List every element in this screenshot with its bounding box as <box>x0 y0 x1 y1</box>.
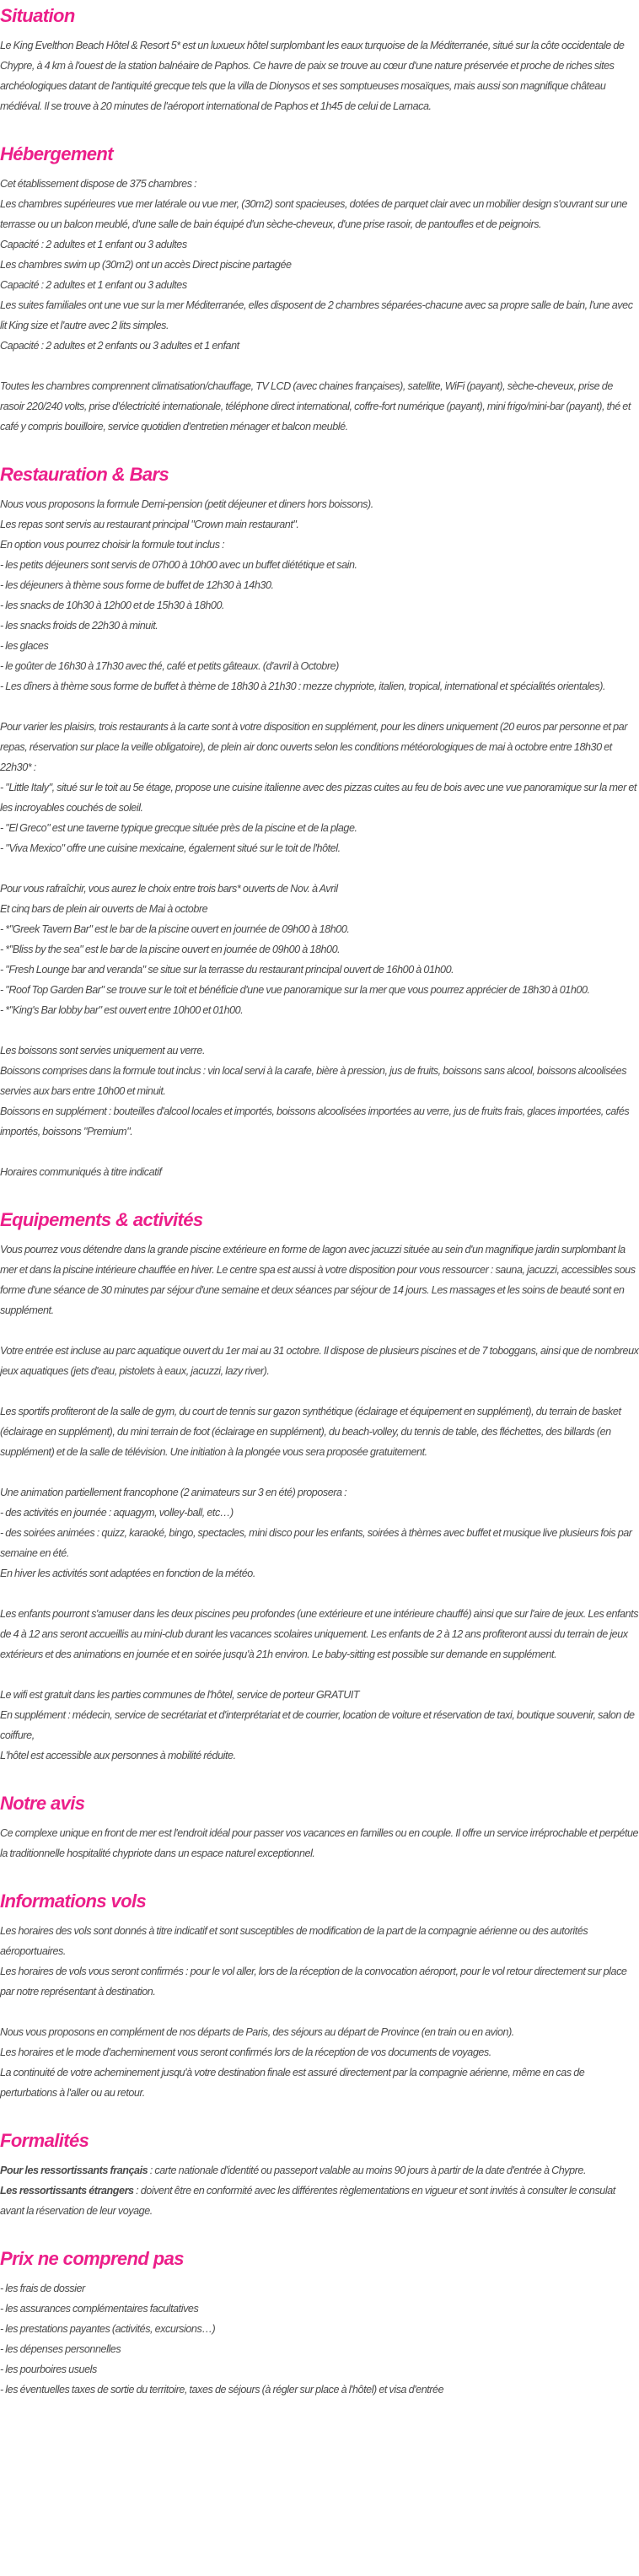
animation-line: - des activités en journée : aquagym, volley-ball, etc…) <box>0 1507 234 1519</box>
formula-line: - les petits déjeuners sont servis de 07h00 à 10h00 avec un buffet diététique et sain. <box>0 559 357 571</box>
formula-line: - les snacks froids de 22h30 à minuit. <box>0 620 158 632</box>
room-equipment-text: Toutes les chambres comprennent climatisation/chauffage, TV LCD (avec chaines françaises), satellite, WiFi (payant), sèche-cheveux, prise de rasoir 220/240 volts, prise d'électricité internationale, téléphone direct international, coffre-fort numérique (payant), mini frigo/mini-bar (payant), thé et café y compris bouilloire, service quotidien d'entretien ménager et balcon meublé. <box>0 380 631 433</box>
section-situation <box>0 3 639 116</box>
exclusion-item: - les pourboires usuels <box>0 2364 97 2375</box>
formalite-label: Pour les ressortissants français <box>0 2165 148 2176</box>
section-title-situation: Situation <box>0 5 75 26</box>
formula-line: - les déjeuners à thème sous forme de buffet de 12h30 à 14h30. <box>0 579 274 591</box>
restaurant-line: - "Little Italy", situé sur le toit au 5e étage, propose une cuisine italienne avec des pizzas cuites au feu de bois avec une vue panoramique sur la mer et les incroyables couchés de soleil. <box>0 782 636 814</box>
hebergement-line: Les chambres supérieures vue mer latérale ou vue mer, (30m2) sont spacieuses, dotées de parquet clair avec un mobilier design s'ouvrant sur une terrasse ou un balcon meublé, d'une salle de bain équipé d'un sèche-cheveux, d'une prise rasoir, de pantoufles et de peignoirs. <box>0 198 627 230</box>
exclusion-item: - les éventuelles taxes de sortie du territoire, taxes de séjours (à régler sur place à l'hôtel) et visa d'entrée <box>0 2384 444 2396</box>
services-line: En supplément : médecin, service de secrétariat et d'interprétariat et de courrier, location de voiture et réservation de taxi, boutique souvenir, salon de coiffure, <box>0 1709 635 1741</box>
bar-line: - *"Greek Tavern Bar" est le bar de la piscine ouvert en journée de 09h00 à 18h00. <box>0 923 350 935</box>
section-title-hebergement: Hébergement <box>0 143 113 164</box>
paragraph-gap <box>0 2002 639 2022</box>
exclusion-item: - les assurances complémentaires facultatives <box>0 2303 199 2315</box>
bar-line: Pour vous rafraîchir, vous aurez le choix entre trois bars* ouverts de Nov. à Avril <box>0 883 338 895</box>
formula-line: En option vous pourrez choisir la formule tout inclus : <box>0 539 225 551</box>
exclusion-item: - les prestations payantes (activités, excursions…) <box>0 2323 216 2335</box>
section-title-formalites: Formalités <box>0 2130 89 2151</box>
schedule-note: Horaires communiqués à titre indicatif <box>0 1166 162 1178</box>
section-title-vols: Informations vols <box>0 1890 147 1912</box>
avis-text: Ce complexe unique en front de mer est l'endroit idéal pour passer vos vacances en familles ou en couple. Il offre un service irréprochable et perpétue la traditionnelle hospitalité chypriote dans un espace naturel exceptionnel. <box>0 1827 639 1859</box>
sports-text: Les sportifs profiteront de la salle de gym, du court de tennis sur gazon synthétique (éclairage et équipement en supplément), du terrain de basket (éclairage en supplément), du mini terrain de foot (éclairage en supplément), du beach-volley, du tennis de table, des fléchettes, des billards (en supplément) et de la salle de télévision. Une initiation à la plongée vous sera proposée gratuitement. <box>0 1406 621 1458</box>
hebergement-line: Cet établissement dispose de 375 chambres : <box>0 178 197 190</box>
section-hebergement <box>0 142 639 437</box>
services-line: Le wifi est gratuit dans les parties communes de l'hôtel, service de porteur GRATUIT <box>0 1689 360 1701</box>
bar-line: - "Roof Top Garden Bar" se trouve sur le toit et bénéficie d'une vue panoramique sur la mer que vous pourrez apprécier de 18h30 à 01h00. <box>0 984 590 996</box>
formalite-text: : doivent être en conformité avec les différentes règlementations en vigueur et sont invités à consulter le consulat avant la réservation de leur voyage. <box>0 2185 615 2217</box>
paragraph-gap <box>0 858 639 879</box>
formula-line: Nous vous proposons la formule Demi-pension (petit déjeuner et diners hors boissons). <box>0 498 373 510</box>
province-line: La continuité de votre acheminement jusqu'à votre destination finale est assuré directement par la compagnie aérienne, même en cas de perturbations à l'aller ou au retour. <box>0 2067 585 2099</box>
paragraph-gap <box>0 1142 639 1162</box>
bar-line: Et cinq bars de plein air ouverts de Mai à octobre <box>0 903 208 915</box>
formula-line: Les repas sont servis au restaurant principal "Crown main restaurant". <box>0 519 299 530</box>
formalite-text: : carte nationale d'identité ou passeport valable au moins 90 jours à partir de la date d'entrée à Chypre. <box>148 2165 587 2176</box>
exclusion-item: - les frais de dossier <box>0 2283 85 2294</box>
section-avis <box>0 1791 639 1863</box>
hebergement-line: Capacité : 2 adultes et 2 enfants ou 3 adultes et 1 enfant <box>0 340 239 352</box>
section-title-avis: Notre avis <box>0 1793 85 1814</box>
hebergement-line: Les suites familiales ont une vue sur la mer Méditerranée, elles disposent de 2 chambres séparées-chacune avec sa propre salle de bain, l'une avec lit King size et l'autre avec 2 lits simples. <box>0 299 633 331</box>
province-line: Nous vous proposons en complément de nos départs de Paris, des séjours au départ de Province (en train ou en avion). <box>0 2026 514 2038</box>
drinks-line: Les boissons sont servies uniquement au verre. <box>0 1045 206 1057</box>
spa-text: Vous pourrez vous détendre dans la grande piscine extérieure en forme de lagon avec jacuzzi située au sein d'un magnifique jardin surplombant la mer et dans la piscine intérieure chauffée en hiver. Le centre spa est aussi à votre disposition pour vous ressourcer : sauna, jacuzzi, accessibles sous forme d'une séance de 30 minutes par séjour d'une semaine et deux séances par séjour de 14 jours. Les massages et les soins de beauté sont en supplément. <box>0 1244 636 1316</box>
formula-line: - Les dîners à thème sous forme de buffet à thème de 18h30 à 21h30 : mezze chypriote, italien, tropical, international et spécialités orientales). <box>0 680 606 692</box>
formalite-label: Les ressortissants étrangers <box>0 2185 134 2197</box>
province-line: Les horaires et le mode d'acheminement vous seront confirmés lors de la réception de vos documents de voyages. <box>0 2046 491 2058</box>
paragraph-gap <box>0 1462 639 1482</box>
bar-line: - *"Bliss by the sea" est le bar de la piscine ouvert en journée de 09h00 à 18h00. <box>0 944 341 955</box>
paragraph-gap <box>0 1020 639 1041</box>
section-title-exclusions: Prix ne comprend pas <box>0 2248 184 2269</box>
paragraph-gap <box>0 356 639 376</box>
formalite-french <box>0 2160 639 2181</box>
flight-schedule-line: Les horaires de vols vous seront confirmés : pour le vol aller, lors de la réception de la convocation aéroport, pour le vol retour directement sur place par notre représentant à destination. <box>0 1966 627 1998</box>
services-line: L'hôtel est accessible aux personnes à mobilité réduite. <box>0 1750 236 1761</box>
restaurant-line: - "Viva Mexico" offre une cuisine mexicaine, également situé sur le toit de l'hôtel. <box>0 842 341 854</box>
section-formalites <box>0 2128 639 2221</box>
bar-line: - "Fresh Lounge bar and veranda" se situe sur la terrasse du restaurant principal ouvert de 16h00 à 01h00. <box>0 964 454 976</box>
paragraph-gap <box>0 1320 639 1341</box>
kids-text: Les enfants pourront s'amuser dans les deux piscines peu profondes (une extérieure et une intérieure chauffé) ainsi que sur l'aire de jeux. Les enfants de 4 à 12 ans seront accueillis au mini-club durant les vacances scolaires uniquement. Les enfants de 2 à 12 ans profiteront aussi du terrain de jeux extérieurs et des animations en journée et en soirée jusqu'à 21h environ. Le baby-sitting est possible sur demande en supplément. <box>0 1608 639 1660</box>
section-restauration <box>0 462 639 1182</box>
drinks-line: Boissons en supplément : bouteilles d'alcool locales et importés, boissons alcoolisées importées au verre, jus de fruits frais, glaces importées, cafés importés, boissons "Premium". <box>0 1105 630 1137</box>
formula-line: - les snacks de 10h30 à 12h00 et de 15h30 à 18h00. <box>0 600 225 611</box>
exclusion-item: - les dépenses personnelles <box>0 2343 121 2355</box>
hebergement-line: Capacité : 2 adultes et 1 enfant ou 3 adultes <box>0 239 187 250</box>
hebergement-line: Les chambres swim up (30m2) ont un accès Direct piscine partagée <box>0 259 292 271</box>
formula-line: - les glaces <box>0 640 49 652</box>
paragraph-gap <box>0 696 639 717</box>
restaurant-line: - "El Greco" est une taverne typique grecque située près de la piscine et de la plage. <box>0 822 357 834</box>
section-vols <box>0 1889 639 2103</box>
situation-text: Le King Evelthon Beach Hôtel & Resort 5* est un luxueux hôtel surplombant les eaux turquoise de la Méditerranée, situé sur la côte occidentale de Chypre, à 4 km à l'ouest de la station balnéaire de Paphos. Ce havre de paix se trouve au cœur d'une nature préservée et proche de riches sites archéologiques datant de l'antiquité grecque tels que la villa de Dionysos et ses somptueuses mosaïques, mais aussi son magnifique château médiéval. Il se trouve à 20 minutes de l'aéroport international de Paphos et 1h45 de celui de Larnaca. <box>0 40 625 112</box>
section-title-equipements: Equipements & activités <box>0 1209 203 1230</box>
section-title-restauration: Restauration & Bars <box>0 464 169 485</box>
restaurant-line: Pour varier les plaisirs, trois restaurants à la carte sont à votre disposition en supplément, pour les diners uniquement (20 euros par personne et par repas, réservation sur place la veille obligatoire), de plein air donc ouverts selon les conditions météorologiques de mai à octobre entre 18h30 et 22h30* : <box>0 721 627 773</box>
animation-line: - des soirées animées : quizz, karaoké, bingo, spectacles, mini disco pour les enfants, soirées à thèmes avec buffet et musique live plusieurs fois par semaine en été. <box>0 1527 632 1559</box>
paragraph-gap <box>0 1664 639 1685</box>
formalite-foreign <box>0 2181 639 2221</box>
drinks-line: Boissons comprises dans la formule tout inclus : vin local servi à la carafe, bière à pression, jus de fruits, boissons sans alcool, boissons alcoolisées servies aux bars entre 10h00 et minuit. <box>0 1065 627 1097</box>
section-exclusions <box>0 2246 639 2400</box>
bar-line: - *"King's Bar lobby bar" est ouvert entre 10h00 et 01h00. <box>0 1004 244 1016</box>
paragraph-gap <box>0 1584 639 1604</box>
section-equipements <box>0 1207 639 1766</box>
animation-line: En hiver les activités sont adaptées en fonction de la météo. <box>0 1568 255 1579</box>
waterpark-text: Votre entrée est incluse au parc aquatique ouvert du 1er mai au 31 octobre. Il dispose de plusieurs piscines et de 7 toboggans, ainsi que de nombreux jeux aquatiques (jets d'eau, pistolets à eaux, jacuzzi, lazy river). <box>0 1345 639 1377</box>
formula-line: - le goûter de 16h30 à 17h30 avec thé, café et petits gâteaux. (d'avril à Octobre) <box>0 660 339 672</box>
hebergement-line: Capacité : 2 adultes et 1 enfant ou 3 adultes <box>0 279 187 291</box>
flight-schedule-line: Les horaires des vols sont donnés à titre indicatif et sont susceptibles de modification de la part de la compagnie aérienne ou des autorités aéroportuaires. <box>0 1925 588 1957</box>
paragraph-gap <box>0 1381 639 1401</box>
animation-line: Une animation partiellement francophone (2 animateurs sur 3 en été) proposera : <box>0 1487 347 1498</box>
